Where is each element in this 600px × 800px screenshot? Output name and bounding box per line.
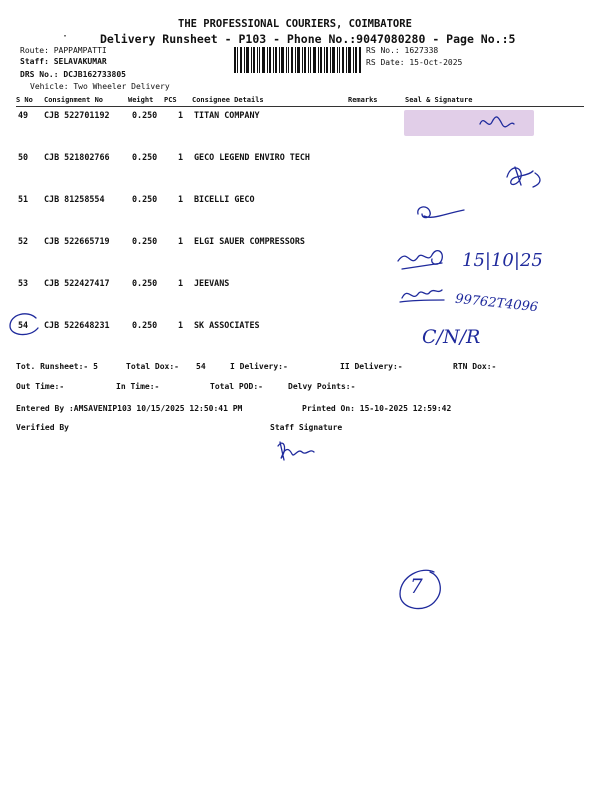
- total-dox-label: Total Dox:-: [126, 362, 179, 371]
- in-time: In Time:-: [116, 382, 160, 391]
- row-consignee: GECO LEGEND ENVIRO TECH: [194, 152, 310, 162]
- row-consignment: CJB 522701192: [44, 110, 110, 120]
- geco-legend-signature: [495, 155, 555, 195]
- col-consignee: Consignee Details: [192, 96, 264, 104]
- row-consignment: CJB 81258554: [44, 194, 105, 204]
- row-sno: 50: [18, 152, 29, 162]
- row-consignee: BICELLI GECO: [194, 194, 255, 204]
- dot-mark: ·: [62, 31, 69, 42]
- row-sno: 51: [18, 194, 29, 204]
- route-label: Route: PAPPAMPATTI: [20, 46, 107, 55]
- elgi-signature: [392, 243, 462, 277]
- row-pcs: 1: [178, 278, 184, 288]
- row-consignee: ELGI SAUER COMPRESSORS: [194, 236, 305, 246]
- i-delivery: I Delivery:-: [230, 362, 288, 371]
- handwritten-date: 15|10|25: [462, 250, 543, 271]
- row-sno: 54: [18, 320, 29, 330]
- row-pcs: 1: [178, 152, 184, 162]
- col-sno: S No: [16, 96, 33, 104]
- row-pcs: 1: [178, 110, 184, 120]
- row-weight: 0.250: [132, 278, 158, 288]
- handwritten-phone: 99762T4096: [454, 291, 539, 316]
- row-consignment: CJB 521802766: [44, 152, 110, 162]
- entered-by: Entered By :AMSAVENIP103 10/15/2025 12:50:41 PM: [16, 404, 243, 413]
- company-title: THE PROFESSIONAL COURIERS, COIMBATORE: [178, 18, 412, 30]
- handwritten-cnr: C/N/R: [422, 326, 481, 348]
- rs-date: RS Date: 15-Oct-2025: [366, 58, 463, 67]
- row-consignee: SK ASSOCIATES: [194, 320, 260, 330]
- col-pcs: PCS: [164, 96, 177, 104]
- total-dox-value: 54: [196, 362, 206, 371]
- verified-by: Verified By: [16, 423, 69, 432]
- staff-signature-label: Staff Signature: [270, 423, 343, 432]
- col-seal-signature: Seal & Signature: [405, 96, 473, 104]
- total-pod: Total POD:-: [210, 382, 263, 391]
- printed-on: Printed On: 15-10-2025 12:59:42: [302, 404, 452, 413]
- row-consignee: TITAN COMPANY: [194, 110, 260, 120]
- row-54-circle-mark: [6, 310, 42, 340]
- row-consignment: CJB 522648231: [44, 320, 110, 330]
- staff-label: Staff: SELAVAKUMAR: [20, 57, 107, 66]
- row-weight: 0.250: [132, 320, 158, 330]
- runsheet-title: Delivery Runsheet - P103 - Phone No.:9047080280 - Page No.:5: [100, 32, 516, 46]
- drs-number: DRS No.: DCJB162733805: [20, 70, 126, 79]
- vehicle-label: Vehicle: Two Wheeler Delivery: [30, 82, 170, 91]
- col-consignment: Consignment No: [44, 96, 104, 104]
- row-pcs: 1: [178, 236, 184, 246]
- rs-number: RS No.: 1627338: [366, 46, 439, 55]
- ii-delivery: II Delivery:-: [340, 362, 403, 371]
- row-consignment: CJB 522665719: [44, 236, 110, 246]
- jeevans-signature: [396, 282, 456, 310]
- titan-stamp-signature: [400, 104, 540, 144]
- row-sno: 49: [18, 110, 29, 120]
- bicelli-signature: [408, 200, 478, 228]
- row-pcs: 1: [178, 320, 184, 330]
- tot-runsheet: Tot. Runsheet:- 5: [16, 362, 98, 371]
- row-sno: 53: [18, 278, 29, 288]
- rtn-dox: RTN Dox:-: [453, 362, 497, 371]
- col-remarks: Remarks: [348, 96, 378, 104]
- row-weight: 0.250: [132, 152, 158, 162]
- delvy-points: Delvy Points:-: [288, 382, 356, 391]
- row-consignee: JEEVANS: [194, 278, 230, 288]
- out-time: Out Time:-: [16, 382, 65, 391]
- row-sno: 52: [18, 236, 29, 246]
- row-weight: 0.250: [132, 236, 158, 246]
- staff-signature: [272, 436, 332, 466]
- barcode: [234, 47, 362, 73]
- row-weight: 0.250: [132, 110, 158, 120]
- page-number-handwritten: 7: [410, 574, 423, 598]
- row-consignment: CJB 522427417: [44, 278, 110, 288]
- row-weight: 0.250: [132, 194, 158, 204]
- row-pcs: 1: [178, 194, 184, 204]
- col-weight: Weight: [128, 96, 154, 104]
